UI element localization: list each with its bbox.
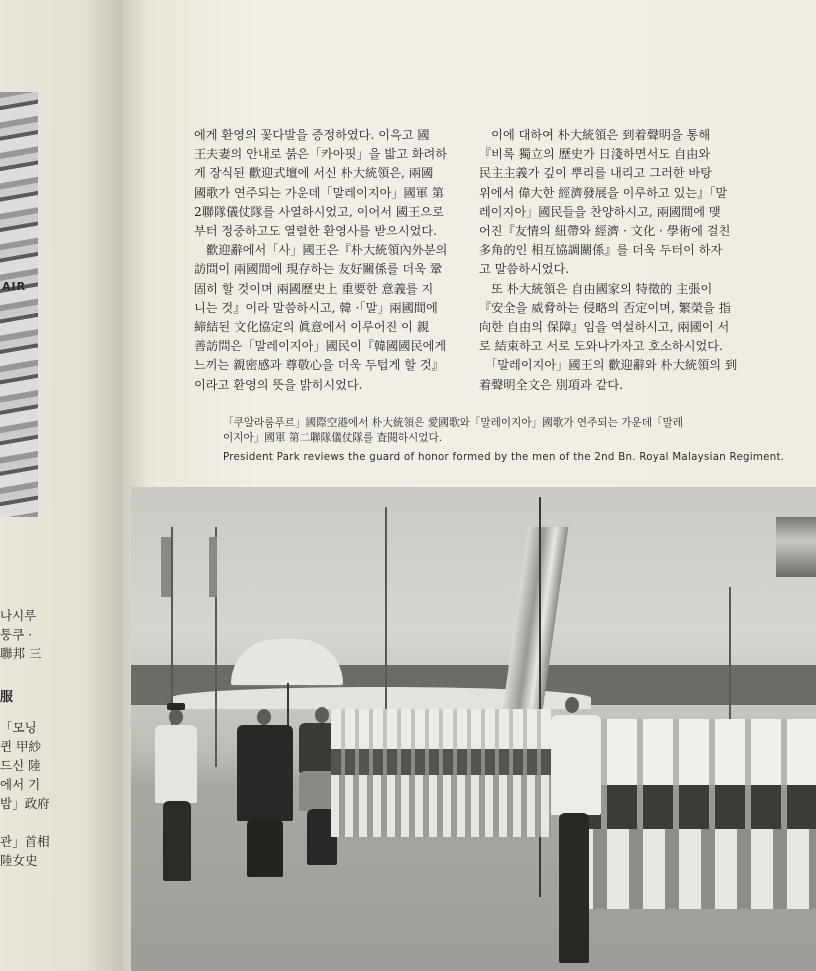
article-line: 니는 것』이라 말씀하시고, 韓 ·「말」兩國間에	[194, 300, 438, 315]
flag	[209, 537, 217, 597]
soldier-row-near-samping	[571, 785, 816, 829]
article-line: 느끼는 親密感과 尊敬心을 더욱 두텁게 할 것』	[194, 358, 444, 373]
article-line: 王夫妻의 안내로 붉은「카아핏」을 밟고 화려하	[194, 147, 448, 162]
soldier-row-far-legs	[331, 775, 551, 837]
control-tower	[776, 517, 816, 577]
article-line: 2聯隊儀仗隊를 사열하시었고, 이어서 國王으로	[194, 204, 444, 219]
left-text-line: 聯邦 三	[0, 646, 42, 661]
left-text-line: 밤」政府	[0, 796, 50, 811]
article-left-column	[194, 126, 462, 395]
officer-left	[155, 725, 197, 803]
flag-bearer-head	[565, 697, 579, 713]
left-text-block-bottom	[0, 832, 50, 870]
photo-caption	[223, 416, 808, 465]
article-line: 締結된 文化協定의 眞意에서 이루어진 이 親	[194, 320, 430, 335]
umbrella	[231, 639, 343, 687]
left-text-line: 나시루	[0, 608, 37, 623]
flag-bearer-legs	[559, 813, 589, 963]
king-head	[315, 707, 329, 723]
article-line: 위에서 偉大한 經濟發展을 이루하고 있는』「말	[479, 185, 728, 200]
article-line: 에게 환영의 꽃다발을 증정하였다. 이윽고 國	[194, 128, 430, 142]
flag	[161, 537, 171, 597]
article-line: 부터 정중하고도 열렬한 환영사를 받으시었다.	[194, 224, 438, 239]
article-line: 善訪問은「말레이지아」國民이『韓國國民에게	[194, 339, 447, 354]
article-line: 『비록 獨立의 歷史가 日淺하면서도 自由와	[479, 147, 711, 162]
main-page	[122, 0, 816, 971]
regimental-flag-pole	[539, 497, 541, 897]
flag-bearer	[551, 715, 601, 815]
caption-english: President Park reviews the guard of honor formed by the men of the 2nd Bn. Royal Malaysian Regiment.	[223, 452, 785, 463]
article-line: 이라고 환영의 뜻을 밝히시었다.	[194, 377, 363, 392]
article-line: 『安全을 威脅하는 侵略의 否定이며, 繁榮을 指	[479, 300, 731, 315]
president-legs	[247, 819, 283, 877]
article-line: 「말레이지아」國王의 歡迎辭와 朴大統領의 到	[479, 358, 738, 373]
article-line: 어진『友情의 紐帶와 經濟 · 文化 · 學術에 걸친	[479, 224, 731, 239]
caption-korean-line: 이지아」國軍 第二聯隊儀仗隊를 査閱하시었다.	[223, 432, 443, 444]
photo-air-label: AIR	[2, 280, 27, 293]
article-line: 國歌가 연주되는 가운데「말레이지아」國軍 第	[194, 185, 444, 200]
article-line: 레이지아」國民들을 찬양하시고, 兩國間에 맺	[479, 204, 721, 219]
previous-page-photo	[0, 92, 38, 517]
article-line: 着聲明全文은 別項과 같다.	[479, 377, 624, 392]
article-line: 歡迎辭에서「사」國王은『朴大統領內外분의	[194, 243, 448, 258]
previous-page-strip	[0, 0, 122, 971]
left-text-block-middle	[0, 718, 50, 813]
left-text-block-top	[0, 606, 40, 663]
left-text-line: 퉁쿠 ·	[0, 627, 33, 642]
president-park	[237, 725, 293, 821]
president-head	[257, 709, 271, 725]
article-line: 民主主義가 깊이 뿌리를 내리고 그러한 바탕	[479, 166, 712, 181]
left-heading: 服	[0, 690, 14, 705]
soldier-row-near	[571, 719, 816, 785]
left-text-line: 「모닝	[0, 720, 37, 735]
guard-of-honor-photo	[131, 487, 816, 971]
caption-korean-line: 「쿠알라룸푸르」國際空港에서 朴大統領은 愛國歌와「말레이지아」國歌가 연주되는 가운데「말레	[223, 417, 683, 429]
article-line: 또 朴大統領은 自由國家의 特徵的 主張이	[479, 281, 713, 296]
soldier-row-far	[331, 709, 551, 749]
article-line: 向한 自由의 保障』임을 역설하시고, 兩國이 서	[479, 320, 730, 335]
soldier-row-far-samping	[331, 749, 551, 775]
article-line: 固히 할 것이며 兩國歷史上 重要한 意義를 지	[194, 281, 434, 296]
left-text-line: 陸女史	[0, 853, 38, 868]
left-text-line: 관」首相	[0, 834, 50, 849]
left-text-line: 드신 陸	[0, 758, 41, 773]
officer-legs	[163, 801, 191, 881]
article-right-column	[479, 126, 741, 395]
soldier-row-near-legs	[571, 829, 816, 909]
article-line: 게 장식된 歡迎式壇에 서신 朴大統領은, 兩國	[194, 166, 434, 181]
article-line: 고 말씀하시었다.	[479, 262, 570, 277]
left-text-line: 퀸 甲紗	[0, 739, 42, 754]
officer-head	[169, 709, 183, 725]
article-line: 로 結束하고 서로 도와나가자고 호소하시었다.	[479, 339, 723, 354]
article-line: 이에 대하여 朴大統領은 到着聲明을 통해	[479, 128, 711, 142]
officer-cap	[167, 703, 185, 710]
article-line: 多角的인 相互協調關係』를 더욱 두터이 하자	[479, 243, 723, 258]
left-text-line: 에서 기	[0, 777, 41, 792]
article-line: 訪問이 兩國間에 現存하는 友好關係를 더욱 鞏	[194, 262, 443, 277]
